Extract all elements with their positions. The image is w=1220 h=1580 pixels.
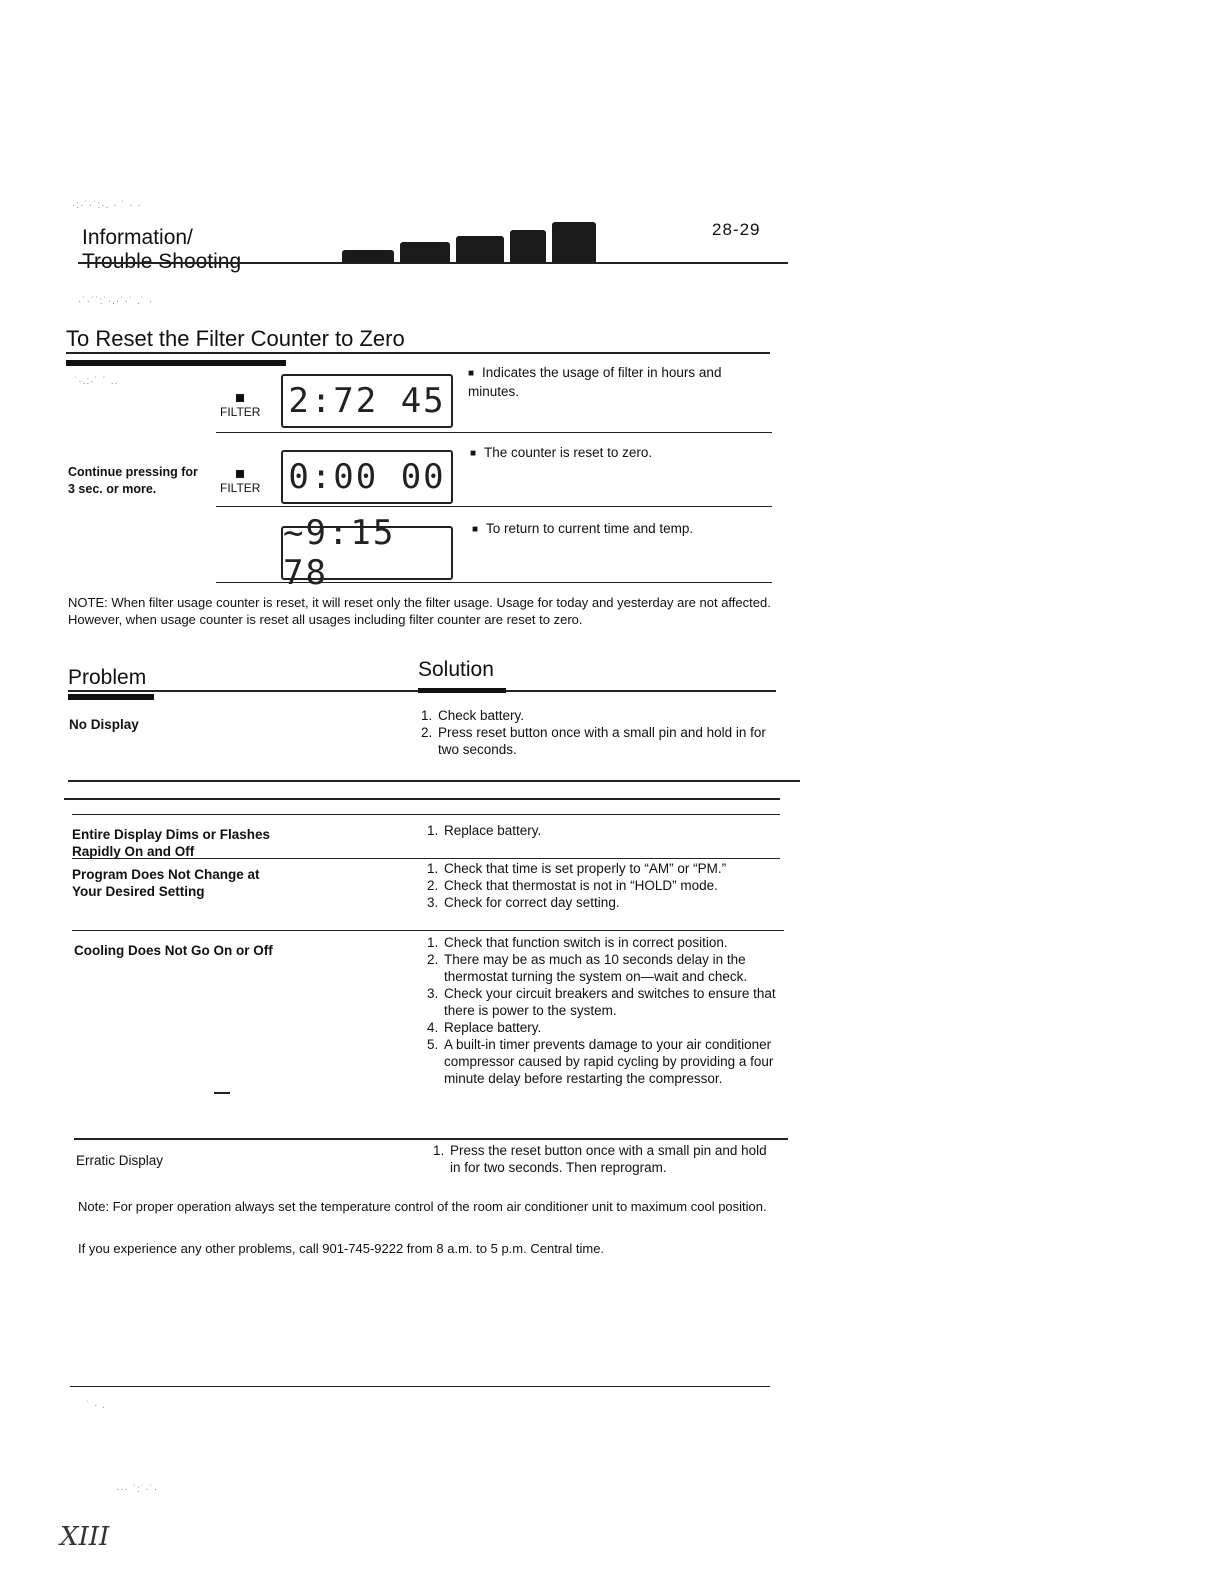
scan-noise-bottom-2: ··· ˙:˙·˙·	[116, 1484, 159, 1495]
reset-title-bar	[66, 360, 286, 366]
filter-square-icon	[236, 470, 244, 478]
footer-note: Note: For proper operation always set the temperature control of the room air conditioner unit to maximum cool position.	[78, 1199, 767, 1214]
lcd-display-1	[281, 374, 453, 428]
header-title-line2: Trouble Shooting	[82, 250, 242, 273]
lcd-readout: ~9:15 78	[283, 513, 396, 593]
table-row-rule-1c	[72, 814, 780, 815]
problem-erratic: Erratic Display	[76, 1153, 164, 1168]
reset-row-rule-1	[216, 432, 772, 433]
filter-indicator-1	[220, 394, 260, 419]
solution-item: 2. Press reset button once with a small pin and hold in for two seconds.	[436, 724, 778, 758]
solution-item: 4. Replace battery.	[442, 1019, 780, 1036]
problem-header-bar	[68, 694, 154, 700]
problem-no-display: No Display	[69, 717, 139, 732]
solution-erratic	[430, 1142, 780, 1176]
solution-header-bar	[418, 688, 506, 693]
dash-mark	[214, 1092, 230, 1094]
problem-display-dims: Entire Display Dims or Flashes Rapidly On and Off	[72, 827, 271, 859]
footer-rule	[70, 1386, 770, 1387]
filter-square-icon	[236, 394, 244, 402]
reset-note: NOTE: When filter usage counter is reset, it will reset only the filter usage. Usage for today and yesterday are not affected. However, when usage counter is reset all usages including filter counter are reset to zero.	[68, 595, 771, 627]
solution-item: 3. Check your circuit breakers and switches to ensure that there is power to the system.	[442, 985, 780, 1019]
lcd-readout: 0:00 00	[288, 457, 446, 497]
solution-item: 2. There may be as much as 10 seconds delay in the thermostat turning the system on—wait and check.	[442, 951, 780, 985]
table-row-rule-2	[72, 858, 780, 859]
solution-program	[424, 860, 780, 911]
header-title	[82, 226, 241, 274]
reset-row-rule-3	[216, 582, 772, 583]
tab-decoration-2	[400, 242, 450, 264]
section-tabs	[342, 222, 596, 264]
solution-item: 5. A built-in timer prevents damage to your air conditioner compressor caused by rapid cycling by providing a four minute delay before restarting the compressor.	[442, 1036, 780, 1087]
continue-pressing-text: Continue pressing for 3 sec. or more.	[68, 465, 198, 496]
problem-cooling: Cooling Does Not Go On or Off	[74, 943, 273, 958]
table-row-rule-1b	[64, 798, 780, 800]
filter-indicator-2	[220, 470, 260, 495]
lcd-display-3	[281, 513, 453, 593]
solution-cooling	[424, 934, 780, 1087]
reset-title-rule	[66, 352, 770, 354]
reset-row-rule-2	[216, 506, 772, 507]
lcd-display-2	[281, 450, 453, 504]
scan-noise-top: ·:·˙·˙:·. · ˙ · ·	[72, 200, 142, 211]
scan-noise-section: ·˙·˙˙:˙·.·˙·˙ .˙ ·	[78, 296, 154, 307]
handwritten-page-mark: XIII	[60, 1522, 110, 1552]
solution-item: 1. Press the reset button once with a small pin and hold in for two seconds. Then reprogram.	[448, 1142, 780, 1176]
tab-decoration-3	[456, 236, 504, 264]
solution-item: 1. Replace battery.	[442, 822, 774, 839]
reset-note-1: ■ Indicates the usage of filter in hours and minutes.	[468, 364, 758, 400]
reset-note-2: ■ The counter is reset to zero.	[470, 444, 760, 463]
reset-section-title: To Reset the Filter Counter to Zero	[66, 326, 405, 351]
solution-no-display	[418, 707, 778, 758]
header-rule	[78, 262, 788, 264]
table-row-rule-4	[74, 1138, 788, 1140]
lcd-readout: 2:72 45	[288, 381, 446, 421]
scan-noise-bottom: ˙ · .	[86, 1400, 106, 1411]
reset-note-3: ■ To return to current time and temp.	[472, 520, 762, 539]
solution-item: 2. Check that thermostat is not in “HOLD” mode.	[442, 877, 780, 894]
footer-contact: If you experience any other problems, call 901-745-9222 from 8 a.m. to 5 p.m. Central time.	[78, 1241, 605, 1256]
solution-header: Solution	[418, 658, 494, 681]
solution-item: 1. Check battery.	[436, 707, 778, 724]
solution-item: 1. Check that time is set properly to “AM” or “PM.”	[442, 860, 780, 877]
scan-noise-row1: ˙·.:·˙ ˙ ..	[74, 376, 119, 387]
table-row-rule-1	[68, 780, 800, 782]
solution-item: 1. Check that function switch is in correct position.	[442, 934, 780, 951]
tab-decoration-5	[552, 222, 596, 264]
header-title-line1: Information/	[82, 226, 193, 249]
solution-item: 3. Check for correct day setting.	[442, 894, 780, 911]
table-row-rule-3	[72, 930, 784, 931]
solution-display-dims	[424, 822, 774, 839]
problem-header: Problem	[68, 666, 147, 689]
filter-label: FILTER	[220, 405, 261, 419]
problem-program: Program Does Not Change at Your Desired Setting	[72, 867, 260, 899]
page-number: 28-29	[712, 220, 761, 239]
tab-decoration-4	[510, 230, 546, 264]
filter-label: FILTER	[220, 481, 261, 495]
